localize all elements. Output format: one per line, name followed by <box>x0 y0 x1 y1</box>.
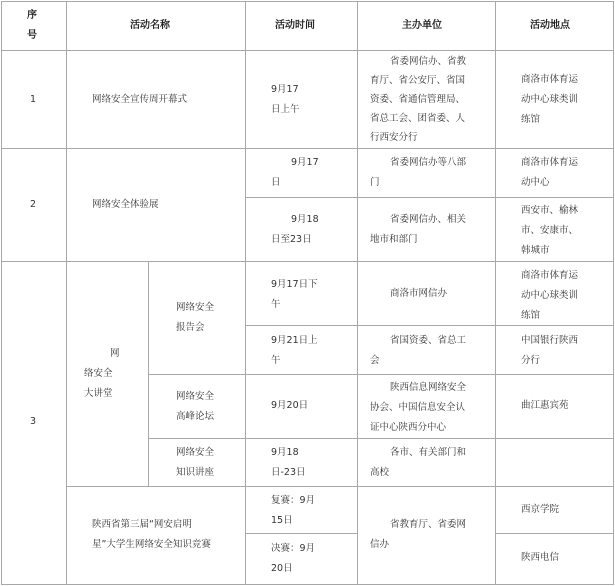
report-b-organizer: 省国资委、省总工 会 <box>370 335 467 366</box>
header-location: 活动地点 <box>530 20 570 31</box>
grid-line <box>1 1 614 2</box>
row2-a-organizer: 省委网信办等八部 门 <box>370 157 467 188</box>
contest-b-time: 决赛：9月 20日 <box>271 543 316 574</box>
row2-seq: 2 <box>30 199 37 210</box>
grid-line <box>148 374 614 375</box>
row2-a-time: 9月17 日 <box>271 157 319 188</box>
grid-line <box>66 1 67 585</box>
row2-b-location: 西安市、榆林 市、安康市、 韩城市 <box>521 205 579 256</box>
grid-line <box>148 261 149 486</box>
grid-line <box>1 584 614 585</box>
grid-line <box>245 197 614 198</box>
report-b-location: 中国银行陕西 分行 <box>521 335 579 366</box>
row1-organizer: 省委网信办、省教 育厅、省公安厅、省国 资委、省通信管理局、 省总工会、团省委、人 行西安分行 <box>370 56 467 143</box>
row2-b-time: 9月18 日至23日 <box>271 214 319 245</box>
contest-name: 陕西省第三届“网安启明 星”大学生网络安全知识竞赛 <box>92 519 211 550</box>
summit-name: 网络安全 高峰论坛 <box>176 391 215 422</box>
report-a-location: 商洛市体育运 动中心球类训 练馆 <box>521 270 579 321</box>
grid-line <box>1 50 614 51</box>
grid-line <box>613 1 614 585</box>
contest-b-location: 陕西电信 <box>521 552 560 563</box>
contest-a-time: 复赛：9月 15日 <box>271 495 316 526</box>
report-a-time: 9月17日下 午 <box>271 279 318 310</box>
row2-a-location: 商洛市体育运 动中心 <box>521 157 579 188</box>
lecture-name: 网络安全 知识讲座 <box>176 447 215 478</box>
header-time: 活动时间 <box>275 20 315 31</box>
grid-line <box>148 438 614 439</box>
row1-name: 网络安全宣传周开幕式 <box>92 94 188 105</box>
row1-location: 商洛市体育运 动中心球类训 练馆 <box>521 74 579 125</box>
contest-a-location: 西京学院 <box>521 504 560 515</box>
row3-group-label: 网 络安全 大讲堂 <box>84 348 120 399</box>
row3-seq: 3 <box>30 416 37 427</box>
grid-line <box>1 261 614 262</box>
grid-line <box>1 1 2 585</box>
report-a-organizer: 商洛市网信办 <box>390 288 448 299</box>
header-organizer: 主办单位 <box>402 20 442 31</box>
row2-b-organizer: 省委网信办、相关 地市和部门 <box>370 214 467 245</box>
grid-line <box>357 1 358 585</box>
summit-location: 曲江惠宾苑 <box>521 400 569 411</box>
header-seq: 序 号 <box>27 10 37 41</box>
grid-line <box>495 1 496 585</box>
summit-time: 9月20日 <box>271 400 309 411</box>
grid-line <box>495 533 614 534</box>
lecture-organizer: 各市、有关部门和 高校 <box>370 447 467 478</box>
row2-name: 网络安全体验展 <box>92 199 159 210</box>
grid-line <box>245 533 357 534</box>
grid-line <box>245 1 246 585</box>
row1-time: 9月17 日上午 <box>271 84 300 115</box>
row1-seq: 1 <box>30 94 37 105</box>
grid-line <box>66 486 614 487</box>
header-name: 活动名称 <box>130 20 170 31</box>
contest-organizer: 省教育厅、省委网 信办 <box>370 519 467 550</box>
grid-line <box>1 148 614 149</box>
report-b-time: 9月21日上 午 <box>271 335 318 366</box>
report-name: 网络安全 报告会 <box>176 302 215 333</box>
lecture-time: 9月18 日-23日 <box>271 447 306 478</box>
summit-organizer: 陕西信息网络安全 协会、中国信息安全认 证中心陕西分中心 <box>370 382 467 433</box>
